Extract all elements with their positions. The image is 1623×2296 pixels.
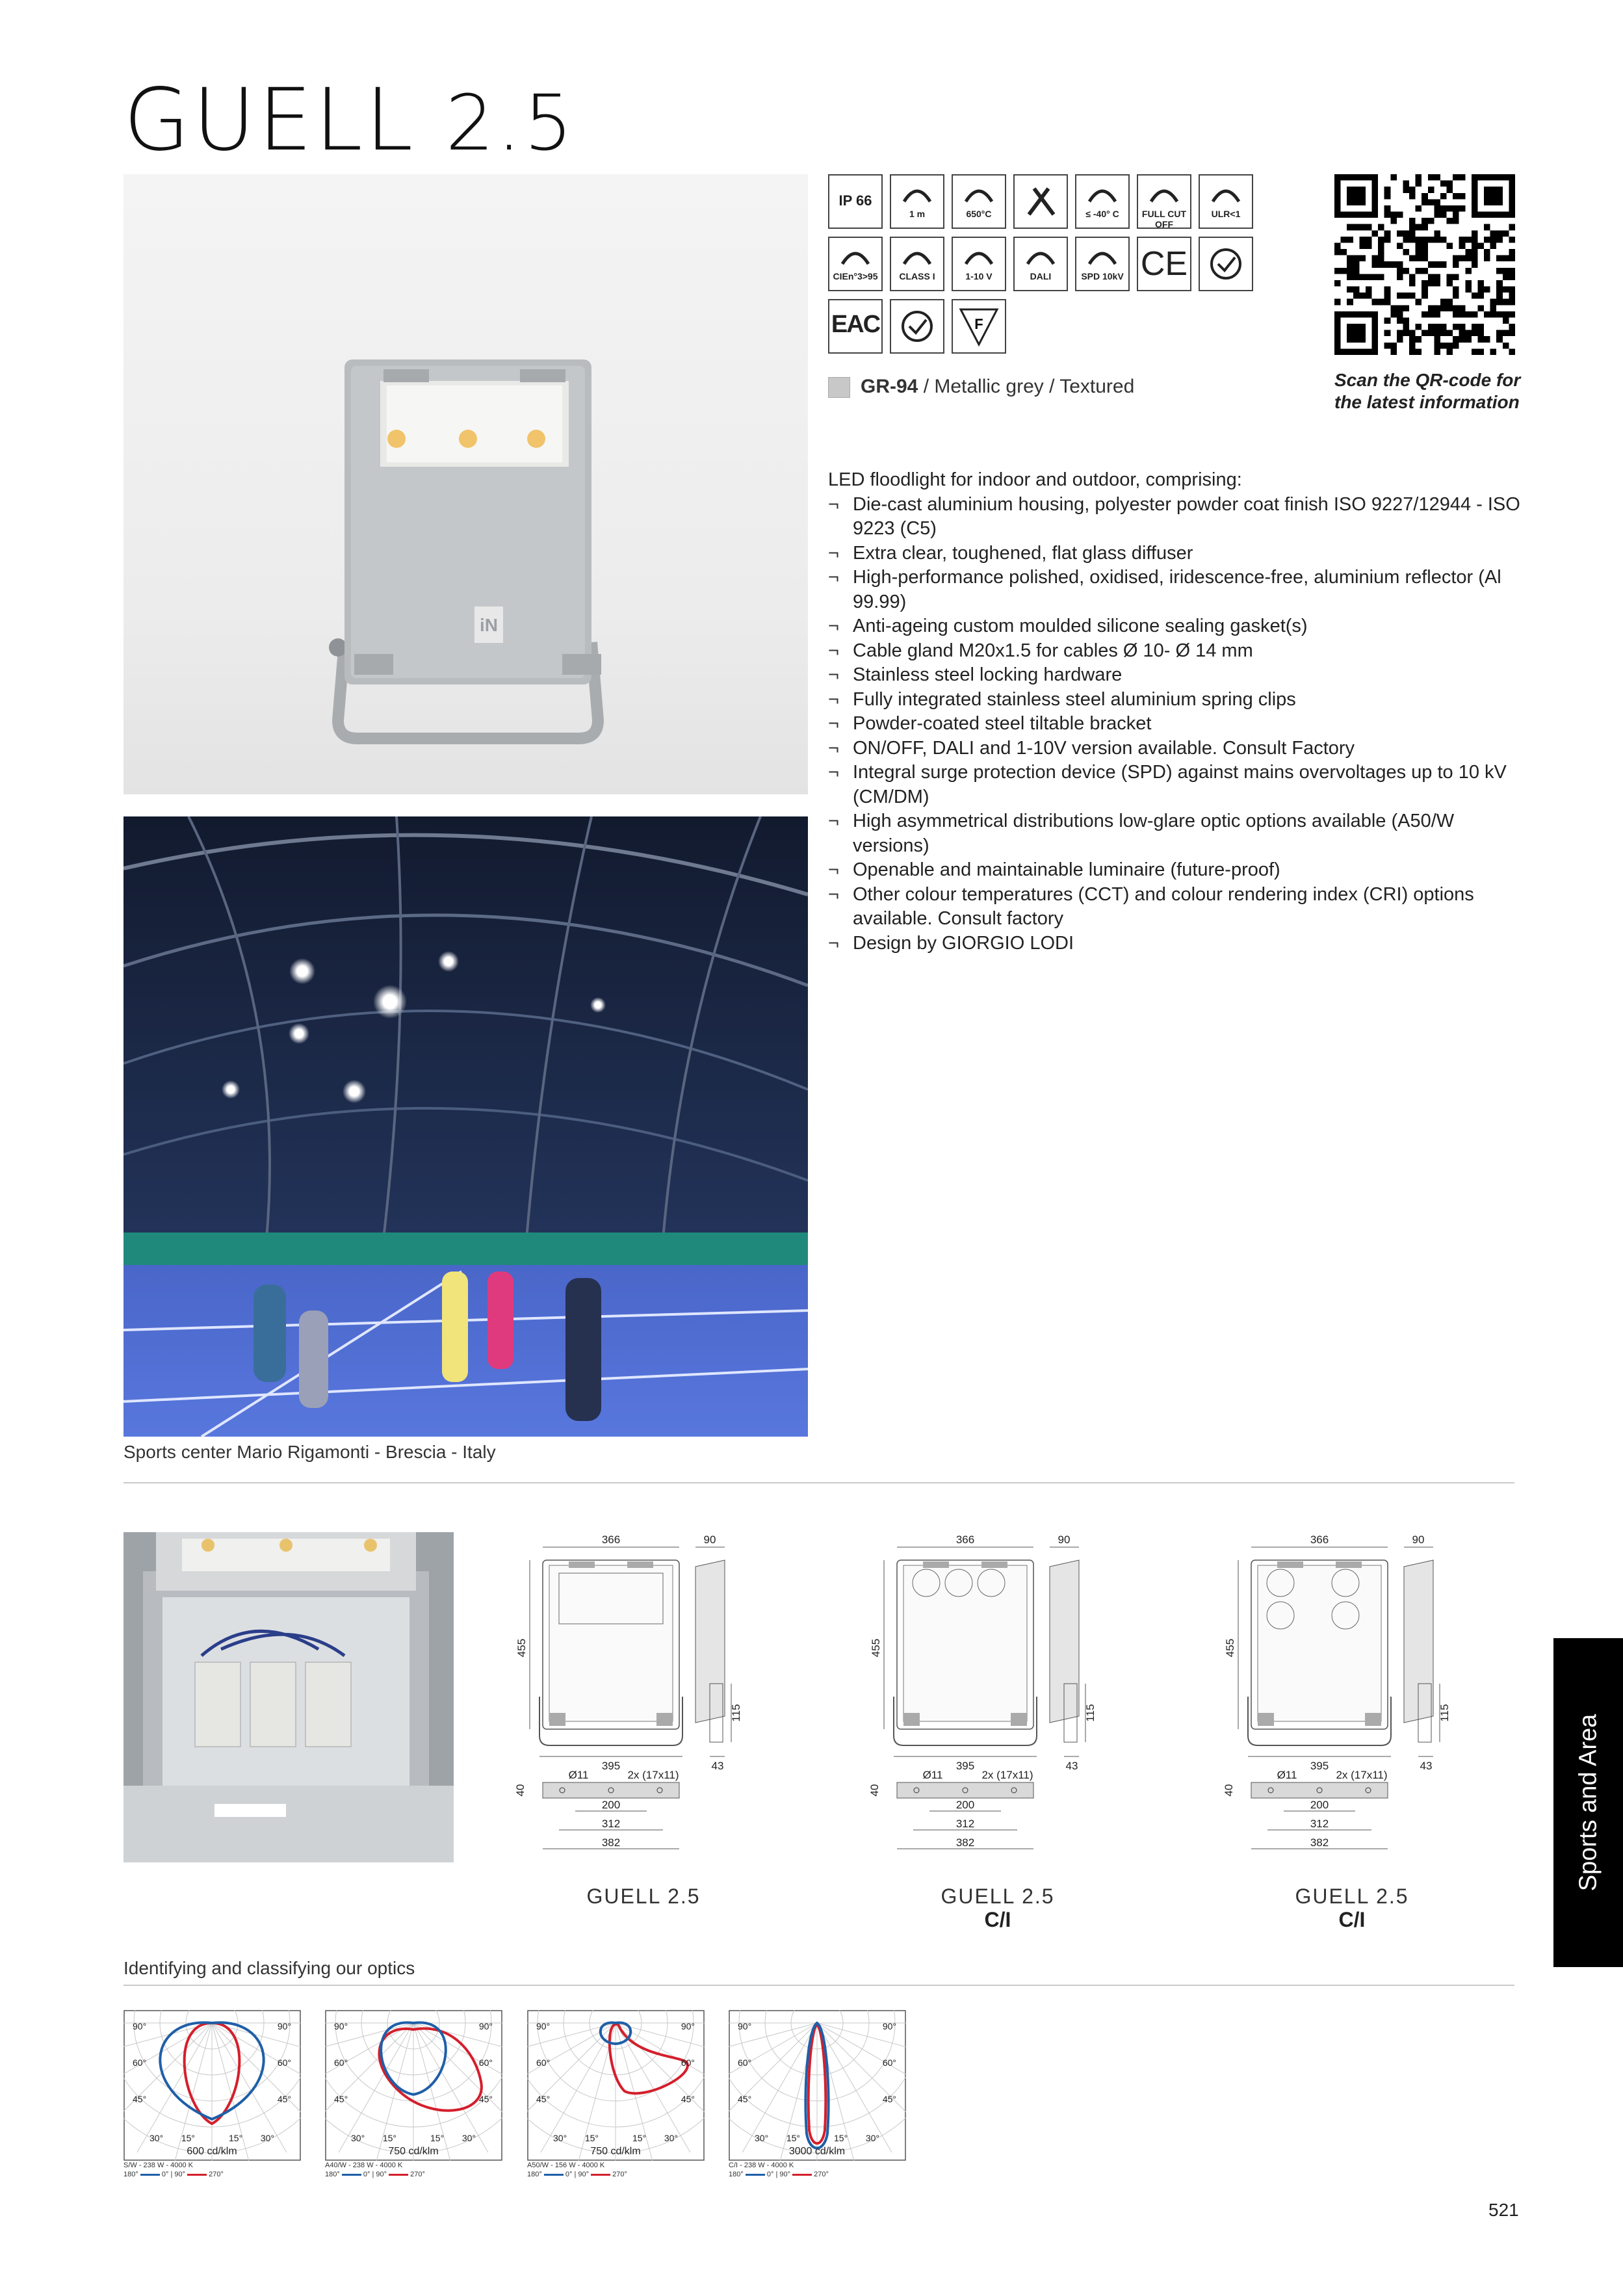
product-photo — [123, 174, 808, 794]
legend-label: 90° — [779, 2171, 791, 2178]
angle-label: 45° — [277, 2094, 291, 2104]
intensity-value: 3000 cd/klm — [788, 2146, 846, 2157]
angle-label: 15° — [584, 2133, 599, 2143]
glow-wire-icon: 650°C — [952, 174, 1006, 229]
angle-label: 45° — [738, 2094, 752, 2104]
dimension-label: 40 — [1223, 1784, 1235, 1797]
feature-item: ¬ Design by GIORGIO LODI — [828, 932, 1524, 956]
angle-label: 30° — [351, 2133, 365, 2143]
angle-label: 15° — [786, 2133, 800, 2143]
legend-label: 90° — [376, 2171, 387, 2178]
dimension-label: Ø11 — [568, 1769, 589, 1781]
angle-label: 90° — [536, 2021, 551, 2031]
angle-label: 30° — [865, 2133, 879, 2143]
dimension-label: 43 — [711, 1760, 724, 1772]
dimension-label: 366 — [955, 1533, 975, 1546]
dimension-label: 90 — [1412, 1533, 1425, 1546]
dimension-label: 395 — [1310, 1760, 1329, 1772]
dimension-label: 90 — [703, 1533, 716, 1546]
dimension-label: 43 — [1065, 1760, 1078, 1772]
feature-item: ¬ Powder-coated steel tiltable bracket — [828, 712, 1524, 737]
legend-label: 0° — [766, 2171, 774, 2178]
dimension-label: 455 — [1224, 1638, 1236, 1658]
rcm-round-icon — [890, 299, 944, 354]
dimension-label: 2x (17x11) — [1336, 1769, 1388, 1781]
legend-label: 180° — [527, 2171, 542, 2178]
drawing-3 — [1223, 1533, 1451, 1931]
feature-item: ¬ High asymmetrical distributions low-glare optic options available (A50/W versions) — [828, 809, 1524, 858]
legend-label: 90° — [578, 2171, 590, 2178]
feature-item: ¬ Die-cast aluminium housing, polyester powder coat finish ISO 9227/12944 - ISO 9223 (C5) — [828, 493, 1524, 541]
angle-label: 90° — [334, 2021, 348, 2031]
legend-label: 270° — [814, 2171, 829, 2178]
feature-item: ¬ Other colour temperatures (CCT) and colour rendering index (CRI) options available. Consult factory — [828, 883, 1524, 932]
model-name: GUELL 2.5 — [586, 1885, 701, 1908]
optic-legend: 180° 0° | 90° 270° — [123, 2171, 224, 2178]
dimension-label: 455 — [515, 1638, 528, 1658]
svg-text:iN: iN — [480, 615, 498, 635]
optic-legend: 180° 0° | 90° 270° — [729, 2171, 829, 2178]
intensity-value: 600 cd/klm — [187, 2146, 237, 2157]
photo-caption: Sports center Mario Rigamonti - Brescia - Italy — [123, 1442, 496, 1462]
open-luminaire-photo — [123, 1532, 454, 1862]
angle-label: 45° — [536, 2094, 551, 2104]
class-i-icon: CLASS I — [890, 237, 944, 291]
drawing-1 — [514, 1533, 742, 1908]
feature-item: ¬ High-performance polished, oxidised, iridescence-free, aluminium reflector (Al 99.99) — [828, 566, 1524, 614]
legend-label: 0° — [565, 2171, 573, 2178]
feature-item: ¬ Integral surge protection device (SPD) against mains overvoltages up to 10 kV (CM/DM) — [828, 761, 1524, 809]
legend-label: 180° — [729, 2171, 744, 2178]
finish-description: / Metallic grey / Textured — [918, 376, 1135, 397]
angle-label: 90° — [478, 2021, 493, 2031]
feature-item: ¬ Openable and maintainable luminaire (future-proof) — [828, 858, 1524, 883]
angle-label: 15° — [382, 2133, 396, 2143]
intensity-value: 750 cd/klm — [590, 2146, 641, 2157]
angle-label: 45° — [478, 2094, 493, 2104]
dimension-label: 115 — [1084, 1704, 1097, 1722]
category-label: Sports and Area — [1574, 1714, 1602, 1892]
f-mark-icon — [952, 299, 1006, 354]
dimension-label: Ø11 — [1277, 1769, 1297, 1781]
angle-label: 60° — [478, 2057, 493, 2068]
legend-label: 90° — [174, 2171, 186, 2178]
optic-meta — [123, 2161, 224, 2179]
dimension-label: 40 — [868, 1784, 881, 1797]
tool-free-icon — [1013, 174, 1068, 229]
angle-label: 60° — [334, 2057, 348, 2068]
model-name: GUELL 2.5 — [1295, 1885, 1409, 1908]
angle-label: 60° — [738, 2057, 752, 2068]
optics-divider — [123, 1985, 1514, 1986]
dimension-label: 2x (17x11) — [981, 1769, 1033, 1781]
angle-label: 15° — [632, 2133, 647, 2143]
optic-code: A50/W - 156 W - 4000 K — [527, 2161, 605, 2169]
dimension-label: 395 — [955, 1760, 975, 1772]
feature-item: ¬ ON/OFF, DALI and 1-10V version available. Consult Factory — [828, 737, 1524, 761]
angle-label: 90° — [882, 2021, 896, 2031]
angle-label: 90° — [133, 2021, 147, 2031]
angle-label: 90° — [738, 2021, 752, 2031]
dali-icon: DALI — [1013, 237, 1068, 291]
dimension-label: 40 — [514, 1784, 526, 1797]
angle-label: 45° — [334, 2094, 348, 2104]
qr-caption: Scan the QR-code for the latest information — [1334, 370, 1521, 412]
technical-drawings — [500, 1528, 1501, 1931]
feature-item: ¬ Stainless steel locking hardware — [828, 663, 1524, 688]
optic-meta — [729, 2161, 829, 2179]
angle-label: 30° — [260, 2133, 274, 2143]
angle-label: 90° — [681, 2021, 695, 2031]
angle-label: 60° — [133, 2057, 147, 2068]
legend-label: 180° — [123, 2171, 138, 2178]
ip-rating-icon: IP 66 — [828, 174, 883, 229]
optic-meta — [325, 2161, 425, 2179]
rcm-mark-icon — [1199, 237, 1253, 291]
eac-mark-icon: EAC — [828, 299, 883, 354]
model-variant: C/I — [984, 1908, 1011, 1931]
dimension-label: 395 — [601, 1760, 621, 1772]
optic-meta — [527, 2161, 627, 2179]
dimension-label: 90 — [1058, 1533, 1071, 1546]
certification-icons — [828, 174, 1283, 356]
angle-label: 60° — [882, 2057, 896, 2068]
dimension-label: 43 — [1420, 1760, 1433, 1772]
optic-code: C/I - 238 W - 4000 K — [729, 2161, 794, 2169]
angle-label: 15° — [834, 2133, 848, 2143]
feature-item: ¬ Anti-ageing custom moulded silicone sealing gasket(s) — [828, 614, 1524, 639]
legend-label: 0° — [161, 2171, 169, 2178]
angle-label: 30° — [553, 2133, 567, 2143]
angle-label: 45° — [681, 2094, 695, 2104]
feature-item: ¬ Fully integrated stainless steel aluminium spring clips — [828, 688, 1524, 712]
dimension-label: 312 — [955, 1818, 975, 1830]
cri-icon: CIEn°3>95 — [828, 237, 883, 291]
angle-label: 60° — [277, 2057, 291, 2068]
optic-code: S/W - 238 W - 4000 K — [123, 2161, 193, 2169]
sports-hall-photo — [123, 816, 808, 1437]
product-description — [828, 468, 1524, 956]
spd-icon: SPD 10kV — [1075, 237, 1130, 291]
model-name: GUELL 2.5 — [941, 1885, 1055, 1908]
optic-code: A40/W - 238 W - 4000 K — [325, 2161, 403, 2169]
dimension-label: 200 — [955, 1799, 975, 1811]
angle-label: 30° — [149, 2133, 164, 2143]
dimension-label: 2x (17x11) — [627, 1769, 679, 1781]
finish-option — [828, 376, 1134, 398]
finish-code: GR-94 — [861, 376, 918, 397]
dimension-label: 382 — [601, 1836, 621, 1849]
immersion-icon: 1 m — [890, 174, 944, 229]
angle-label: 90° — [277, 2021, 291, 2031]
angle-label: 45° — [882, 2094, 896, 2104]
dimension-label: 366 — [1310, 1533, 1329, 1546]
dimension-label: 382 — [1310, 1836, 1329, 1849]
full-cutoff-icon: FULL CUT OFF — [1137, 174, 1191, 229]
svg-text:F: F — [974, 316, 983, 332]
category-tab[interactable] — [1553, 1638, 1623, 1967]
angle-label: 30° — [755, 2133, 769, 2143]
dimension-label: Ø11 — [922, 1769, 943, 1781]
section-divider — [123, 1482, 1514, 1483]
ulr-icon: ULR<1 — [1199, 174, 1253, 229]
dimension-label: 382 — [955, 1836, 975, 1849]
dimension-label: 455 — [870, 1638, 882, 1658]
drawing-2 — [868, 1533, 1097, 1931]
model-variant: C/I — [1338, 1908, 1366, 1931]
optic-legend: 180° 0° | 90° 270° — [325, 2171, 425, 2178]
angle-label: 15° — [229, 2133, 243, 2143]
angle-label: 15° — [430, 2133, 445, 2143]
qr-code[interactable] — [1334, 174, 1515, 355]
angle-label: 30° — [664, 2133, 678, 2143]
angle-label: 45° — [133, 2094, 147, 2104]
low-temperature-icon: ≤ -40° C — [1075, 174, 1130, 229]
dimension-label: 115 — [730, 1704, 742, 1722]
feature-item: ¬ Extra clear, toughened, flat glass diffuser — [828, 541, 1524, 566]
optics-section-title: Identifying and classifying our optics — [123, 1958, 415, 1978]
angle-label: 60° — [536, 2057, 551, 2068]
legend-label: 270° — [209, 2171, 224, 2178]
dimming-1-10v-icon: 1-10 V — [952, 237, 1006, 291]
dimension-label: 312 — [601, 1818, 621, 1830]
page-number: 521 — [1488, 2200, 1519, 2220]
finish-swatch — [828, 377, 850, 398]
feature-list — [828, 493, 1524, 956]
dimension-label: 115 — [1438, 1704, 1451, 1722]
dimension-label: 200 — [601, 1799, 621, 1811]
legend-label: 270° — [410, 2171, 425, 2178]
intensity-value: 750 cd/klm — [388, 2146, 439, 2157]
feature-item: ¬ Cable gland M20x1.5 for cables Ø 10- Ø 14 mm — [828, 639, 1524, 664]
angle-label: 30° — [461, 2133, 476, 2143]
product-title: GUELL 2.5 — [123, 70, 576, 170]
dimension-label: 200 — [1310, 1799, 1329, 1811]
dimension-label: 312 — [1310, 1818, 1329, 1830]
legend-label: 180° — [325, 2171, 340, 2178]
optic-legend: 180° 0° | 90° 270° — [527, 2171, 627, 2178]
ce-mark-icon: CE — [1137, 237, 1191, 291]
legend-label: 270° — [612, 2171, 627, 2178]
angle-label: 60° — [681, 2057, 695, 2068]
angle-label: 15° — [181, 2133, 195, 2143]
legend-label: 0° — [363, 2171, 370, 2178]
description-intro: LED floodlight for indoor and outdoor, comprising: — [828, 469, 1242, 490]
dimension-label: 366 — [601, 1533, 621, 1546]
